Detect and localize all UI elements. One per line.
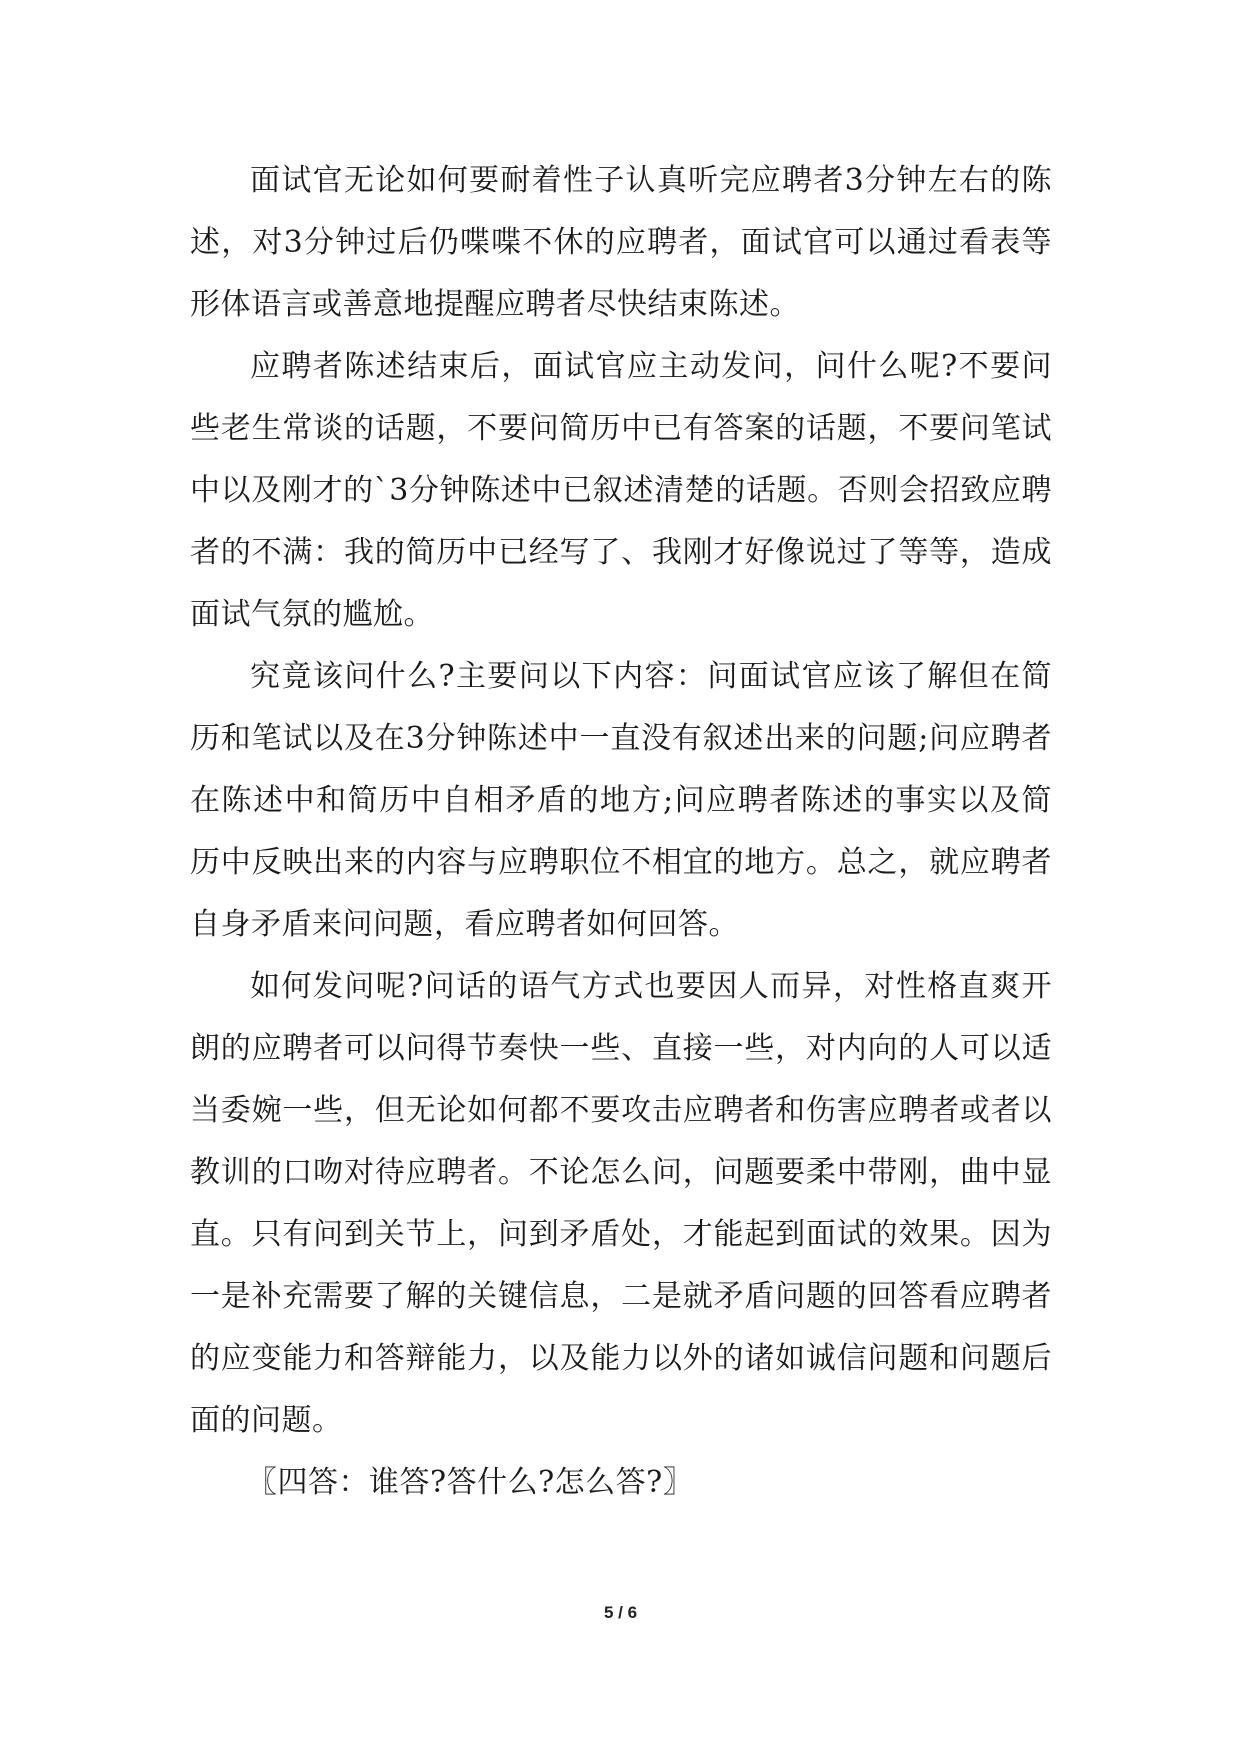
- paragraph-4: 如何发问呢?问话的语气方式也要因人而异，对性格直爽开朗的应聘者可以问得节奏快一些、直接一些，对内向的人可以适当委婉一些，但无论如何都不要攻击应聘者和伤害应聘者或者以教训的口吻对待应聘者。不论怎么问，问题要柔中带刚，曲中显直。只有问到关节上，问到矛盾处，才能起到面试的效果。因为一是补充需要了解的关键信息，二是就矛盾问题的回答看应聘者的应变能力和答辩能力，以及能力以外的诸如诚信问题和问题后面的问题。: [190, 969, 1052, 1438]
- paragraph-3: 究竟该问什么?主要问以下内容：问面试官应该了解但在简历和笔试以及在3分钟陈述中一直没有叙述出来的问题;问应聘者在陈述中和简历中自相矛盾的地方;问应聘者陈述的事实以及简历中反映出来的内容与应聘职位不相宜的地方。总之，就应聘者自身矛盾来问问题，看应聘者如何回答。: [190, 659, 1052, 942]
- section-heading: 〖四答：谁答?答什么?怎么答?〗: [247, 1465, 694, 1500]
- page-number: 5 / 6: [603, 1603, 638, 1622]
- paragraph-2: 应聘者陈述结束后，面试官应主动发问，问什么呢?不要问些老生常谈的话题，不要问简历中已有答案的话题，不要问笔试中以及刚才的`3分钟陈述中已叙述清楚的话题。否则会招致应聘者的不满：我的简历中已经写了、我刚才好像说过了等等，造成面试气氛的尴尬。: [190, 349, 1052, 632]
- paragraph-1: 面试官无论如何要耐着性子认真听完应聘者3分钟左右的陈述，对3分钟过后仍喋喋不休的应聘者，面试官可以通过看表等形体语言或善意地提醒应聘者尽快结束陈述。: [190, 163, 1052, 322]
- document-body: [190, 150, 1052, 1514]
